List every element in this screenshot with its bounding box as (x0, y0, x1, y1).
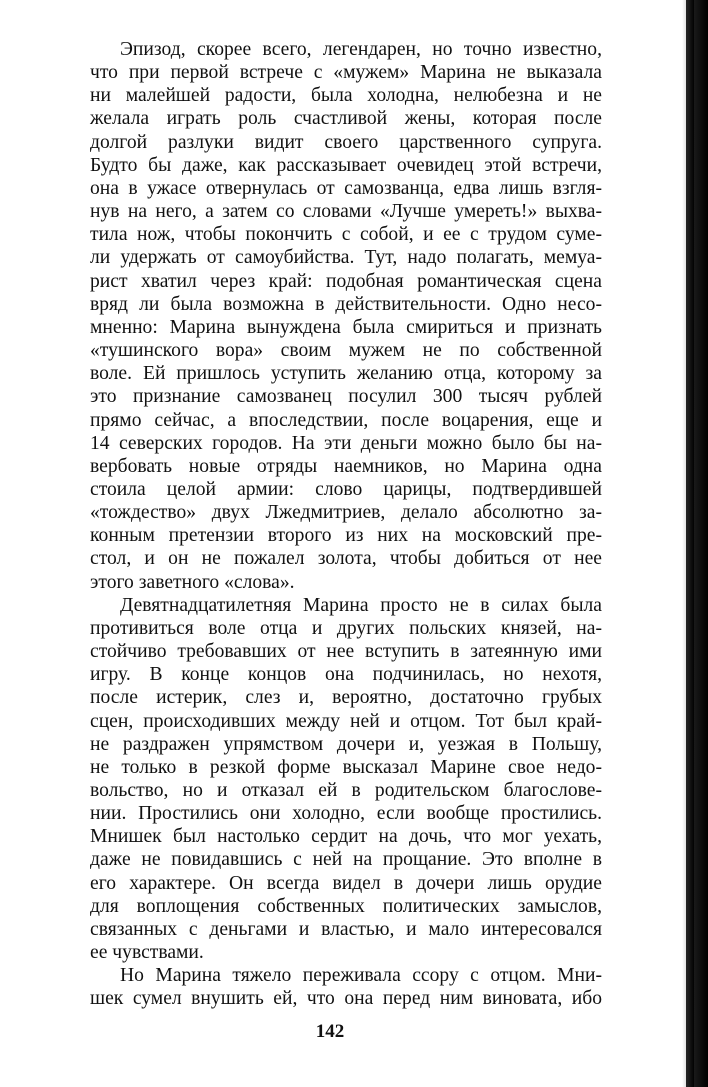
text-line: после истерик, слез и, вероятно, достаточно грубых (90, 687, 602, 709)
text-line: его характере. Он всегда видел в дочери лишь орудие (90, 872, 602, 894)
text-line: ни малейшей радости, была холодна, нелюбезна и не (90, 85, 602, 107)
binding-edge-dark-strip (686, 0, 694, 1087)
paragraph-2 (60, 594, 602, 965)
text-line: не только в резкой форме высказал Марине свое недо- (90, 756, 602, 778)
text-line: «тушинского вора» своим мужем не по собственной (90, 340, 602, 362)
text-line: ли удержать от самоубийства. Тут, надо полагать, мемуа- (90, 247, 602, 269)
text-line: не раздражен упрямством дочери и, уезжая в Польшу, (90, 733, 602, 755)
text-line: прямо сейчас, а впоследствии, после воцарения, еще и (90, 409, 602, 431)
text-line: вербовать новые отряды наемников, но Марина одна (90, 455, 602, 477)
text-line: нув на него, а затем со словами «Лучше умереть!» выхва- (90, 201, 602, 223)
text-line: Эпизод, скорее всего, легендарен, но точно известно, (120, 39, 602, 60)
text-line: стойчиво требовавших от нее вступить в затеянную ими (90, 641, 602, 663)
text-line: противиться воле отца и других польских князей, на- (90, 617, 602, 639)
text-line: стол, и он не пожалел золота, чтобы добиться от нее (90, 548, 602, 570)
text-line: мненно: Марина вынуждена была смириться и признать (90, 316, 602, 338)
page-number: 142 (315, 1021, 345, 1042)
text-line: Девятнадцатилетняя Марина просто не в силах была (120, 594, 602, 616)
text-line: желала играть роль счастливой жены, которая после (90, 108, 602, 130)
text-line: этого заветного «слова». (90, 571, 295, 593)
text-line: сцен, происходивших между ней и отцом. Тот был край- (90, 710, 602, 732)
text-line: Но Марина тяжело переживала ссору с отцом. Мни- (120, 965, 602, 987)
text-line: тила нож, чтобы покончить с собой, и ее с трудом суме- (90, 224, 602, 246)
text-line: это признание самозванец посулил 300 тысяч рублей (90, 386, 602, 408)
text-line: воле. Ей пришлось уступить желанию отца, которому за (90, 363, 602, 385)
text-line: что при первой встрече с «мужем» Марина не выказала (90, 62, 602, 84)
paragraph-1 (60, 38, 602, 594)
text-line: шек сумел внушить ей, что она перед ним виновата, ибо (90, 988, 602, 1010)
text-line: для воплощения собственных политических замыслов, (90, 895, 602, 917)
text-line: Будто бы даже, как рассказывает очевидец этой встречи, (90, 154, 602, 176)
text-line: рист хватил через край: подобная романтическая сцена (90, 270, 602, 292)
text-line: стоила целой армии: слово царицы, подтвердившей (90, 478, 602, 500)
text-line: Мнишек был настолько сердит на дочь, что мог уехать, (90, 826, 602, 848)
text-line: она в ужасе отвернулась от самозванца, едва лишь взгля- (90, 177, 602, 199)
text-line: вряд ли была возможна в действительности. Одно несо- (90, 293, 602, 315)
text-line: вольство, но и отказал ей в родительском благослове- (90, 780, 602, 801)
text-line: «тождество» двух Лжедмитриев, делало абсолютно за- (90, 502, 602, 524)
text-line: нии. Простились они холодно, если вообще простились. (90, 803, 602, 825)
text-line: связанных с деньгами и властью, и мало интересовался (90, 918, 602, 940)
text-line: даже не повидавшись с ней на прощание. Это вполне в (90, 849, 602, 871)
text-line: конным претензии второго из них на московский пре- (90, 525, 602, 547)
text-line: долгой разлуки видит своего царственного супруга. (90, 131, 602, 153)
body-text (60, 38, 602, 1011)
text-line: игру. В конце концов она подчинилась, но нехотя, (90, 664, 602, 686)
text-line: 14 северских городов. На эти деньги можно было бы на- (90, 432, 602, 454)
text-line: ее чувствами. (90, 942, 204, 964)
paragraph-3 (60, 964, 602, 1010)
